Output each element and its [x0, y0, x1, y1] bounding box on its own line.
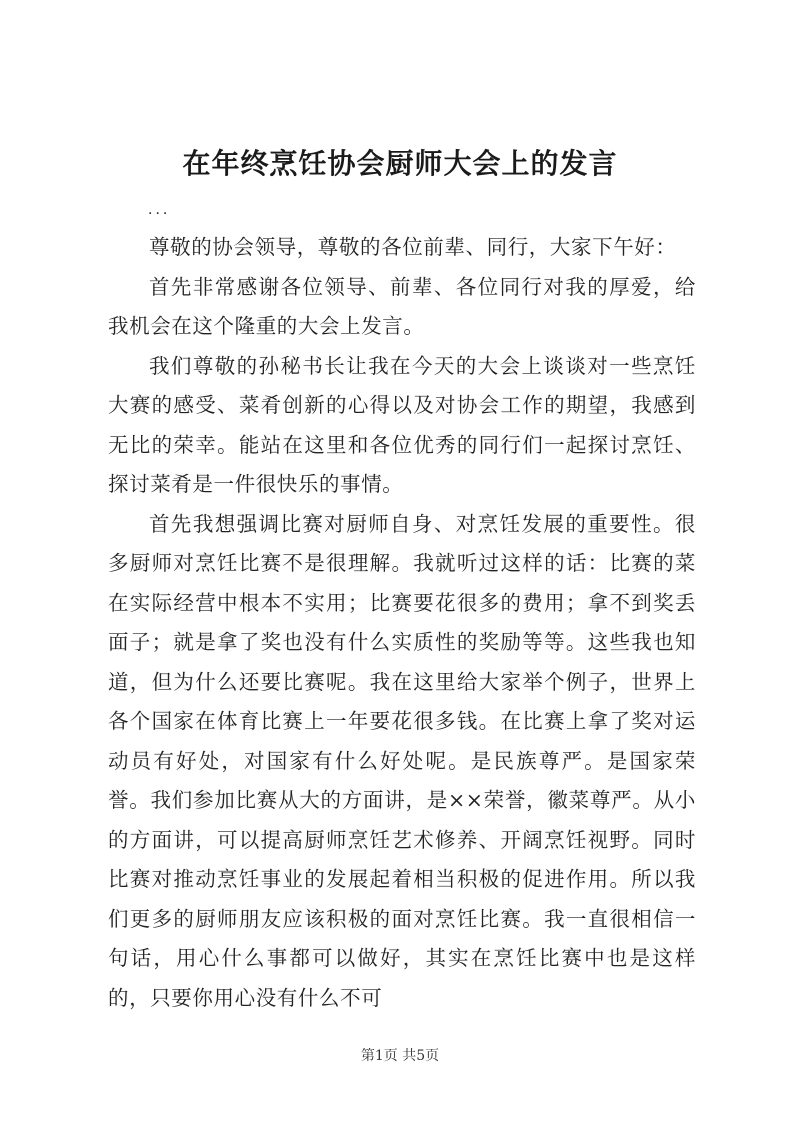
paragraph-topic: 我们尊敬的孙秘书长让我在今天的大会上谈谈对一些烹饪大赛的感受、菜肴创新的心得以及对协会工作的期望，我感到无比的荣幸。能站在这里和各位优秀的同行们一起探讨烹饪、探讨菜肴是一件很快乐的事情。	[108, 353, 696, 496]
ellipsis-marker: ...	[148, 202, 171, 218]
paragraph-greeting: 尊敬的协会领导，尊敬的各位前辈、同行，大家下午好：	[149, 235, 677, 259]
document-title: 在年终烹饪协会厨师大会上的发言	[182, 147, 618, 180]
paragraph-competition: 首先我想强调比赛对厨师自身、对烹饪发展的重要性。很多厨师对烹饪比赛不是很理解。我就听过这样的话：比赛的菜在实际经营中根本不实用；比赛要花很多的费用；拿不到奖丢面子；就是拿了奖也没有什么实质性的奖励等等。这些我也知道，但为什么还要比赛呢。我在这里给大家举个例子，世界上各个国家在体育比赛上一年要花很多钱。在比赛上拿了奖对运动员有好处，对国家有什么好处呢。是民族尊严。是国家荣誉。我们参加比赛从大的方面讲，是××荣誉，徽菜尊严。从小的方面讲，可以提高厨师烹饪艺术修养、开阔烹饪视野。同时比赛对推动烹饪事业的发展起着相当积极的促进作用。所以我们更多的厨师朋友应该积极的面对烹饪比赛。我一直很相信一句话，用心什么事都可以做好，其实在烹饪比赛中也是这样的，只要你用心没有什么不可	[108, 511, 696, 1010]
page-number-footer: 第1页 共5页	[360, 1048, 440, 1064]
document-body	[108, 228, 696, 1018]
paragraph-thanks: 首先非常感谢各位领导、前辈、各位同行对我的厚爱，给我机会在这个隆重的大会上发言。	[108, 274, 696, 338]
